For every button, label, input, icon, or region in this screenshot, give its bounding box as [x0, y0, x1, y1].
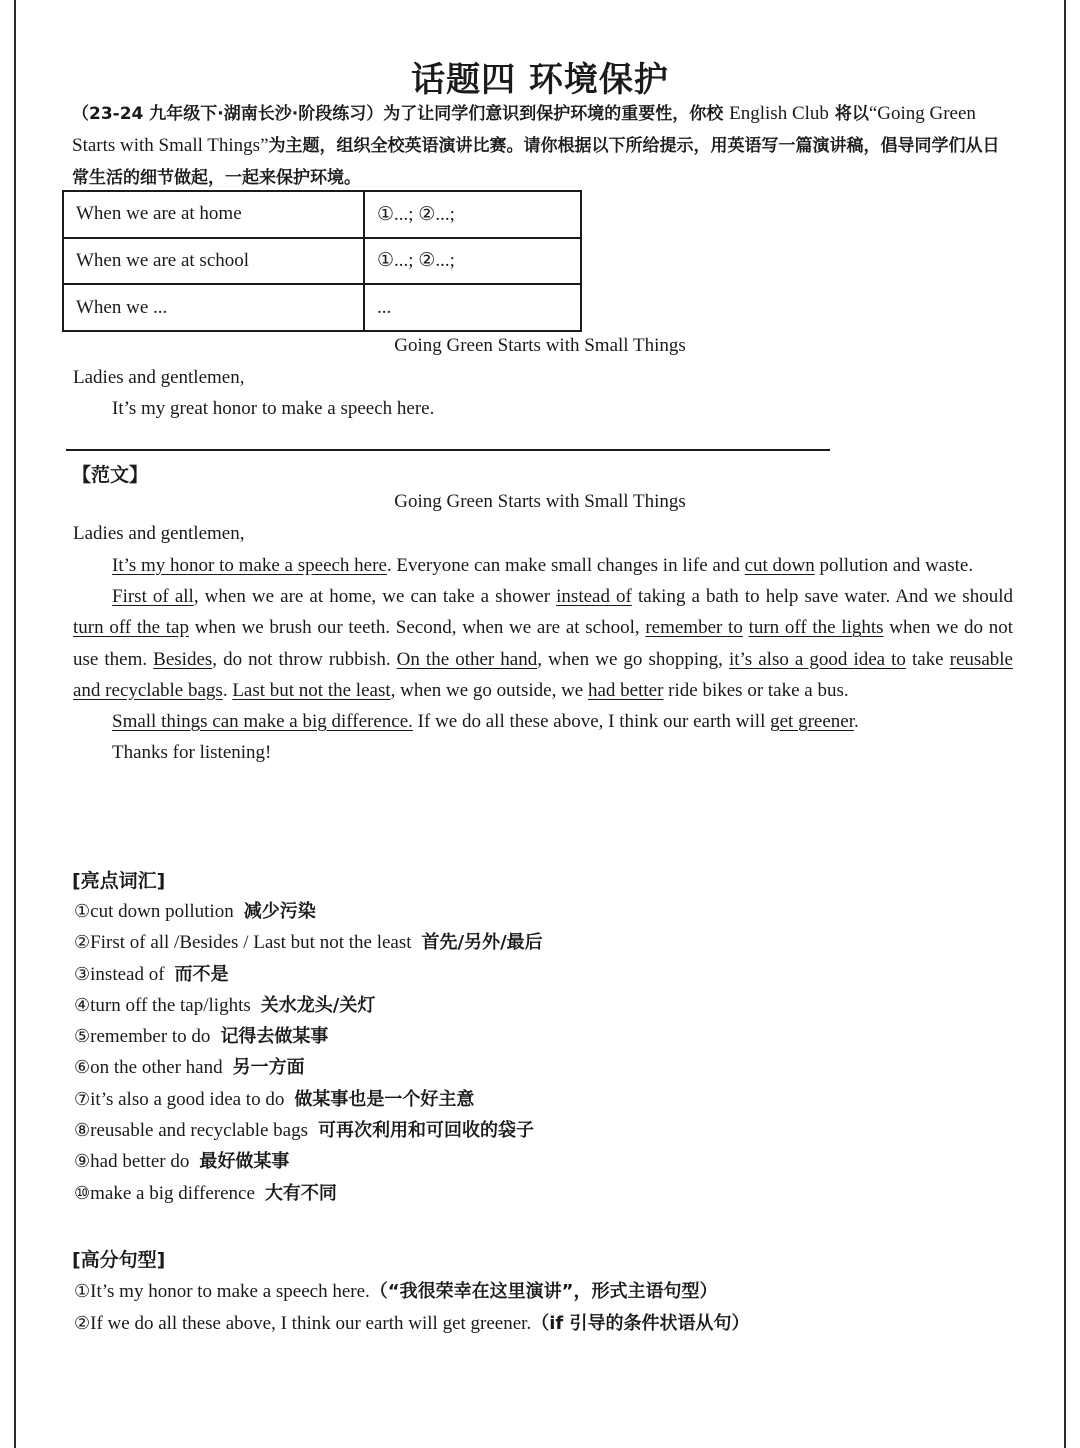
hints-row — [63, 284, 581, 331]
highlight-phrase: reusable and recyclable bags — [73, 648, 1013, 701]
essay-text: , when we are at home, we can take a shower — [193, 586, 557, 608]
list-item — [74, 896, 1014, 927]
list-item — [74, 1146, 1014, 1177]
vocab-en: on the other hand — [90, 1057, 223, 1079]
sentence-list — [74, 1276, 1034, 1339]
sentence-cn: （if 引导的条件状语从句） — [531, 1312, 750, 1334]
item-number: ⑨ — [74, 1151, 91, 1173]
vocab-cn: 关水龙头/关灯 — [260, 994, 376, 1016]
vocab-en: First of all /Besides / Last but not the least — [90, 932, 412, 954]
vocab-en: instead of — [90, 963, 165, 985]
essay-text: ride bikes or take a bus. — [663, 679, 849, 701]
essay-paragraph-1 — [73, 550, 1013, 581]
essay-text: . — [222, 679, 233, 701]
item-number: ⑦ — [74, 1088, 91, 1110]
vocab-cn: 做某事也是一个好主意 — [294, 1088, 475, 1110]
task-opening: It’s my great honor to make a speech here. — [112, 398, 435, 419]
item-number: ② — [74, 932, 91, 954]
essay-text: taking a bath to help save water. And we should — [631, 586, 1013, 608]
page-title: 话题四 环境保护 — [411, 60, 669, 100]
hint-points: ... — [364, 284, 581, 331]
highlight-phrase: it’s also a good idea to — [728, 648, 906, 670]
highlight-phrase: On the other hand — [396, 648, 538, 670]
vocab-en: had better do — [90, 1151, 190, 1173]
essay-text: If we do all these above, I think our earth will — [412, 711, 771, 733]
item-number: ② — [74, 1312, 91, 1334]
item-number: ① — [74, 901, 91, 922]
task-greeting: Ladies and gentlemen, — [73, 367, 245, 388]
item-number: ⑤ — [74, 1026, 91, 1048]
essay-text: take — [905, 648, 950, 670]
highlight-phrase: instead of — [556, 586, 632, 608]
item-number: ⑩ — [74, 1182, 91, 1204]
highlight-phrase: Besides — [153, 648, 213, 670]
sentence-cn: （“我很荣幸在这里演讲”，形式主语句型） — [369, 1281, 718, 1302]
essay-paragraph-2 — [73, 581, 1013, 706]
vocab-en: reusable and recyclable bags — [90, 1120, 309, 1142]
vocab-tag: [亮点词汇] — [72, 870, 166, 892]
essay-text: when we do not use them. — [73, 617, 1014, 670]
list-item — [74, 1276, 1034, 1308]
vocab-cn: 最好做某事 — [199, 1151, 290, 1173]
vocab-list — [74, 896, 1014, 1209]
sentence-en: If we do all these above, I think our earth will get greener. — [90, 1312, 532, 1334]
essay-text: . Everyone can make small changes in life and — [386, 555, 745, 576]
writing-prompt — [72, 98, 1012, 194]
answer-line — [66, 449, 830, 451]
hint-situation: When we are at school — [63, 238, 364, 285]
item-number: ③ — [74, 963, 91, 985]
item-number: ① — [74, 1281, 91, 1302]
essay-text: . — [854, 711, 859, 733]
essay-text: when we brush our teeth. Second, when we are at school, — [188, 617, 646, 639]
hint-points: ①...; ②...; — [364, 238, 581, 285]
prompt-text-1: 为了让同学们意识到保护环境的重要性，你校 — [383, 104, 730, 124]
highlight-phrase: Last but not the least — [232, 679, 391, 701]
list-item — [74, 1178, 1014, 1209]
vocab-en: cut down pollution — [90, 901, 234, 922]
vocab-cn: 另一方面 — [232, 1057, 305, 1079]
task-heading: Going Green Starts with Small Things — [394, 335, 686, 356]
vocab-cn: 记得去做某事 — [220, 1026, 329, 1048]
prompt-theme: “Going Green Starts with Small Things” — [72, 103, 976, 156]
list-item — [74, 990, 1014, 1021]
highlight-phrase: cut down — [744, 555, 815, 576]
model-essay-tag: 【范文】 — [72, 464, 149, 486]
highlight-phrase: turn off the tap — [73, 617, 189, 639]
highlight-phrase: remember to — [645, 617, 743, 639]
vocab-cn: 首先/另外/最后 — [421, 932, 543, 954]
model-greeting: Ladies and gentlemen, — [73, 523, 245, 544]
essay-paragraph-3 — [73, 706, 1013, 737]
vocab-en: it’s also a good idea to do — [90, 1088, 285, 1110]
highlight-phrase: Small things can make a big difference. — [112, 711, 413, 733]
sentences-tag: [高分句型] — [72, 1249, 166, 1271]
hint-situation: When we are at home — [63, 191, 364, 238]
list-item — [74, 959, 1014, 990]
prompt-source: （23-24 九年级下·湖南长沙·阶段练习） — [72, 104, 384, 124]
vocab-cn: 而不是 — [174, 963, 229, 985]
vocab-en: make a big difference — [90, 1182, 255, 1204]
vocab-cn: 大有不同 — [264, 1182, 337, 1204]
highlight-phrase: It’s my honor to make a speech here — [112, 555, 387, 576]
vocab-en: turn off the tap/lights — [90, 994, 251, 1016]
list-item — [74, 1308, 1034, 1340]
list-item — [74, 1115, 1014, 1146]
list-item — [74, 927, 1014, 958]
highlight-phrase: had better — [587, 679, 664, 701]
list-item — [74, 1052, 1014, 1083]
vocab-en: remember to do — [90, 1026, 211, 1048]
prompt-club-name: English Club — [729, 103, 829, 124]
hints-row — [63, 191, 581, 238]
list-item — [74, 1021, 1014, 1052]
hint-points: ①...; ②...; — [364, 191, 581, 238]
model-heading: Going Green Starts with Small Things — [394, 491, 686, 512]
item-number: ⑧ — [74, 1120, 91, 1142]
hint-situation: When we ... — [63, 284, 364, 331]
essay-text: , when we go outside, we — [390, 679, 588, 701]
highlight-phrase: turn off the lights — [748, 617, 884, 639]
model-essay — [73, 550, 1013, 768]
list-item — [74, 1084, 1014, 1115]
highlight-phrase: get greener — [770, 711, 854, 733]
item-number: ⑥ — [74, 1057, 91, 1079]
essay-text: , when we go shopping, — [537, 648, 729, 670]
highlight-phrase: First of all — [112, 586, 194, 608]
hints-row — [63, 238, 581, 285]
hints-table — [62, 190, 582, 332]
essay-closing: Thanks for listening! — [112, 742, 272, 764]
essay-text: pollution and waste. — [814, 555, 974, 576]
vocab-cn: 可再次利用和可回收的袋子 — [318, 1120, 535, 1142]
sentence-en: It’s my honor to make a speech here. — [90, 1281, 370, 1302]
prompt-text-3: 为主题，组织全校英语演讲比赛。请你根据以下所给提示，用英语写一篇演讲稿，倡导同学们从日常生活的细节做起，一起来保护环境。 — [72, 136, 1000, 188]
essay-text: , do not throw rubbish. — [212, 648, 397, 670]
prompt-text-2: 将以 — [828, 104, 869, 124]
vocab-cn: 减少污染 — [243, 901, 316, 922]
item-number: ④ — [74, 994, 91, 1016]
